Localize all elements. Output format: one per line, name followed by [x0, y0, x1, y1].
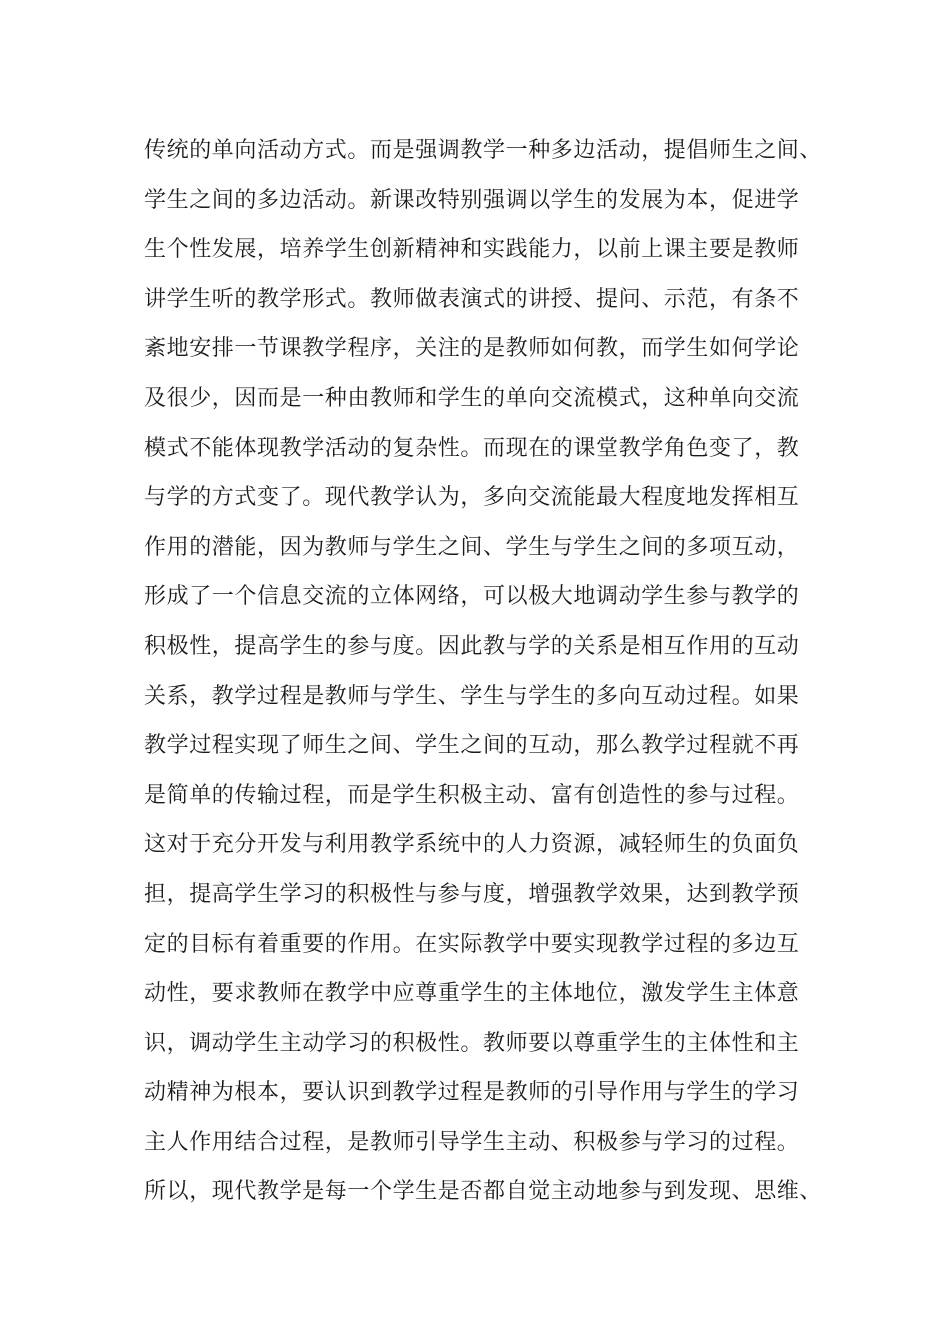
body-text [144, 126, 834, 1217]
text-line: 紊地安排一节课教学程序，关注的是教师如何教，而学生如何学论 [144, 336, 800, 362]
text-line: 积极性，提高学生的参与度。因此教与学的关系是相互作用的互动 [144, 633, 800, 659]
text-line: 定的目标有着重要的作用。在实际教学中要实现教学过程的多边互 [144, 931, 800, 957]
text-line: 与学的方式变了。现代教学认为，多向交流能最大程度地发挥相互 [144, 485, 800, 511]
text-line: 作用的潜能，因为教师与学生之间、学生与学生之间的多项互动， [144, 534, 800, 560]
text-line: 这对于充分开发与利用教学系统中的人力资源，减轻师生的负面负 [144, 832, 800, 858]
text-line: 主人作用结合过程，是教师引导学生主动、积极参与学习的过程。 [144, 1129, 800, 1155]
text-line: 学生之间的多边活动。新课改特别强调以学生的发展为本，促进学 [144, 187, 800, 213]
text-line: 生个性发展，培养学生创新精神和实践能力，以前上课主要是教师 [144, 237, 800, 263]
text-line: 识，调动学生主动学习的积极性。教师要以尊重学生的主体性和主 [144, 1030, 800, 1056]
text-line: 动性，要求教师在教学中应尊重学生的主体地位，激发学生主体意 [144, 981, 800, 1007]
text-line: 关系，教学过程是教师与学生、学生与学生的多向互动过程。如果 [144, 683, 800, 709]
text-line: 形成了一个信息交流的立体网络，可以极大地调动学生参与教学的 [144, 584, 800, 610]
text-line: 所以，现代教学是每一个学生是否都自觉主动地参与到发现、思维、 [144, 1179, 823, 1205]
text-line: 模式不能体现教学活动的复杂性。而现在的课堂教学角色变了，教 [144, 435, 800, 461]
text-line: 教学过程实现了师生之间、学生之间的互动，那么教学过程就不再 [144, 733, 800, 759]
text-line: 传统的单向活动方式。而是强调教学一种多边活动，提倡师生之间、 [144, 138, 823, 163]
text-line: 是简单的传输过程，而是学生积极主动、富有创造性的参与过程。 [144, 782, 800, 808]
text-line: 及很少，因而是一种由教师和学生的单向交流模式，这种单向交流 [144, 385, 800, 411]
text-line: 讲学生听的教学形式。教师做表演式的讲授、提问、示范，有条不 [144, 286, 800, 312]
text-line: 动精神为根本，要认识到教学过程是教师的引导作用与学生的学习 [144, 1080, 800, 1106]
text-line: 担，提高学生学习的积极性与参与度，增强教学效果，达到教学预 [144, 881, 800, 907]
